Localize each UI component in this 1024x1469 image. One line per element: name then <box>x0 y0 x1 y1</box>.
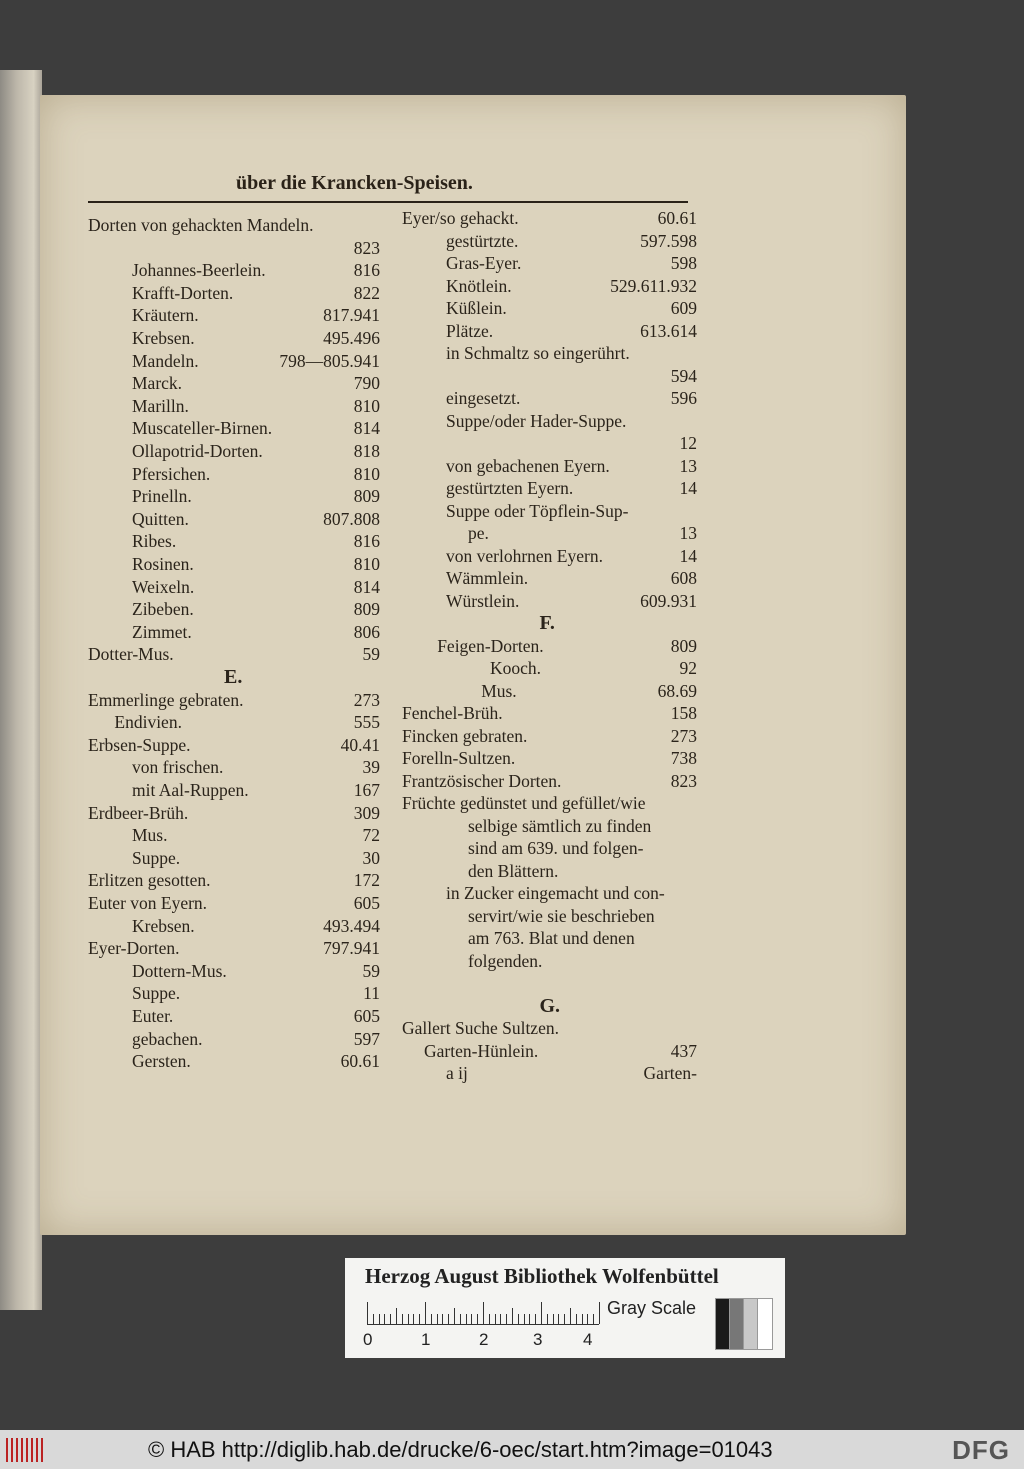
ruler-tick <box>506 1314 507 1324</box>
entry-term: Endivien. <box>114 712 182 733</box>
entry-page-number: 39 <box>362 757 380 778</box>
entry-term: Euter von Eyern. <box>88 893 208 913</box>
entry-page-number: 816 <box>353 260 380 281</box>
index-entry <box>402 1017 697 1039</box>
entry-page-number: 72 <box>362 825 380 846</box>
entry-term: gestürtzten Eyern. <box>446 478 574 498</box>
index-entry <box>468 837 697 859</box>
entry-term: Zibeben. <box>132 599 194 620</box>
index-entry <box>446 882 697 904</box>
entry-page-number: 822 <box>353 282 380 303</box>
entry-term: in Zucker eingemacht und con- <box>446 883 665 903</box>
index-entry <box>132 553 380 575</box>
previous-pages-edge <box>0 70 42 1310</box>
entry-term: Ollapotrid-Dorten. <box>132 441 263 461</box>
index-entry <box>468 950 697 972</box>
section-letter: E. <box>224 666 243 688</box>
ruler-tick <box>593 1314 594 1324</box>
entry-page-number: 608 <box>670 568 697 588</box>
index-entry <box>446 590 697 612</box>
ruler-tick <box>413 1314 414 1324</box>
entry-term: Kräutern. <box>132 305 199 326</box>
entry-term: eingesetzt. <box>446 388 521 408</box>
hab-logo-icon <box>6 1438 46 1462</box>
ruler-tick <box>570 1308 571 1324</box>
gray-swatch <box>757 1298 773 1350</box>
entry-page-number: 823 <box>670 770 697 791</box>
entry-page-number: 597 <box>353 1028 380 1049</box>
index-entry <box>132 960 380 982</box>
entry-page-number: 59 <box>362 960 380 981</box>
section-letter: F. <box>539 612 555 634</box>
index-entry <box>132 982 380 1004</box>
entry-term: Erlitzen gesotten. <box>88 870 211 891</box>
ruler-tick <box>442 1314 443 1324</box>
index-entry <box>446 365 697 387</box>
index-entry <box>132 417 380 439</box>
entry-term: sind am 639. und folgen- <box>468 838 644 858</box>
ruler-tick <box>390 1314 391 1324</box>
scale-number: 1 <box>421 1330 431 1349</box>
gray-scale-label: Gray Scale <box>607 1298 697 1318</box>
entry-page-number: 790 <box>353 373 380 394</box>
color-calibration-card <box>345 1258 785 1358</box>
ruler-tick <box>402 1314 403 1324</box>
index-entry <box>446 297 697 319</box>
entry-term: Wämmlein. <box>446 568 529 588</box>
entry-term: folgenden. <box>468 950 543 971</box>
index-entry <box>88 734 380 756</box>
entry-term: Krebsen. <box>132 328 195 348</box>
entry-term: Weixeln. <box>132 576 195 597</box>
ruler-tick <box>454 1308 455 1324</box>
index-entry <box>88 643 380 665</box>
entry-term: Eyer/so gehackt. <box>402 208 519 228</box>
entry-term: Emmerlinge gebraten. <box>88 689 244 710</box>
entry-page-number: 809 <box>353 486 380 507</box>
entry-page-number: 273 <box>670 725 697 746</box>
index-entry <box>132 282 380 304</box>
entry-term: servirt/wie sie beschrieben <box>468 905 655 926</box>
index-entry <box>88 869 380 891</box>
entry-term: Suppe oder Töpflein-Sup- <box>446 500 629 521</box>
entry-page-number: 13 <box>679 523 697 543</box>
ruler-tick <box>587 1314 588 1324</box>
entry-page-number: 609 <box>670 298 697 318</box>
header-rule <box>88 201 688 203</box>
ruler-tick <box>419 1314 420 1324</box>
ruler-tick <box>367 1302 368 1324</box>
entry-term: Mus. <box>132 825 168 846</box>
entry-page-number: 809 <box>353 599 380 620</box>
ruler-tick <box>408 1314 409 1324</box>
index-entry <box>132 576 380 598</box>
index-entry <box>446 387 697 409</box>
scale-number: 3 <box>533 1330 543 1349</box>
scale-number: 2 <box>479 1330 489 1349</box>
running-head: über die Krancken-Speisen. <box>236 172 473 194</box>
ruler-tick <box>373 1314 374 1324</box>
entry-term: am 763. Blat und denen <box>468 928 635 948</box>
entry-page-number: 806 <box>353 621 380 642</box>
ruler-tick <box>471 1314 472 1324</box>
entry-term: Mus. <box>481 680 517 701</box>
index-entry <box>446 230 697 252</box>
entry-page-number: 437 <box>670 1040 697 1061</box>
entry-page-number: 529.611.932 <box>610 275 697 296</box>
entry-term: Pfersichen. <box>132 463 211 484</box>
entry-term: Johannes-Beerlein. <box>132 260 266 281</box>
ruler-tick <box>541 1302 542 1324</box>
entry-term: von verlohrnen Eyern. <box>446 545 603 566</box>
entry-term: Gersten. <box>132 1051 191 1072</box>
entry-term: Küßlein. <box>446 298 507 318</box>
entry-term: selbige sämtlich zu finden <box>468 815 652 836</box>
entry-term: Quitten. <box>132 508 189 529</box>
index-entry <box>446 410 697 432</box>
ruler-tick <box>529 1314 530 1324</box>
entry-term: Eyer-Dorten. <box>88 938 180 959</box>
index-entry <box>437 635 697 657</box>
entry-page-number: 810 <box>353 463 380 484</box>
index-entry <box>402 702 697 724</box>
index-entry <box>446 567 697 589</box>
index-entry <box>132 259 380 281</box>
ruler-tick <box>379 1314 380 1324</box>
index-entry <box>132 372 380 394</box>
index-entry <box>468 905 697 927</box>
entry-page-number: 594 <box>670 365 697 386</box>
index-entry <box>114 711 380 733</box>
entry-page-number: 11 <box>363 983 380 1004</box>
ruler-tick <box>535 1314 536 1324</box>
entry-term: Dotter-Mus. <box>88 644 174 665</box>
entry-page-number: 596 <box>670 388 697 408</box>
ruler-tick <box>564 1314 565 1324</box>
entry-page-number: 605 <box>353 893 380 913</box>
ruler-tick <box>558 1314 559 1324</box>
entry-page-number: 807.808 <box>323 508 380 529</box>
index-entry <box>88 237 380 259</box>
index-entry <box>132 508 380 530</box>
entry-term: Suppe. <box>132 847 181 868</box>
entry-term: von gebachenen Eyern. <box>446 455 610 476</box>
ruler-tick <box>495 1314 496 1324</box>
ruler-tick <box>576 1314 577 1324</box>
entry-term: in Schmaltz so eingerührt. <box>446 343 630 363</box>
entry-page-number: 14 <box>679 478 697 498</box>
copyright-link[interactable]: © HAB http://diglib.hab.de/drucke/6-oec/start.htm?image=01043 <box>148 1437 773 1462</box>
entry-term: Marilln. <box>132 395 189 416</box>
entry-term: Erbsen-Suppe. <box>88 734 191 755</box>
entry-term: Rosinen. <box>132 554 194 574</box>
entry-page-number: 60.61 <box>340 1051 380 1072</box>
entry-term: Plätze. <box>446 320 494 341</box>
dfg-logo: DFG <box>952 1435 1010 1465</box>
ruler-tick <box>553 1314 554 1324</box>
entry-page-number: 14 <box>679 545 697 566</box>
entry-term: mit Aal-Ruppen. <box>132 780 249 800</box>
index-entry <box>468 860 697 882</box>
ruler-tick <box>524 1314 525 1324</box>
ruler-tick <box>582 1314 583 1324</box>
index-entry <box>88 214 380 236</box>
section-letter: G. <box>539 994 561 1017</box>
entry-term: Gallert Suche Sultzen. <box>402 1018 559 1038</box>
footer-bar <box>0 1430 1024 1469</box>
entry-page-number: 814 <box>353 576 380 597</box>
entry-page-number: 59 <box>362 644 380 665</box>
entry-page-number: 60.61 <box>657 208 697 228</box>
ruler-tick <box>448 1314 449 1324</box>
index-entry <box>88 689 380 711</box>
index-entry <box>402 972 697 994</box>
entry-page-number: 798—805.941 <box>279 350 380 371</box>
index-entry <box>446 500 697 522</box>
ruler-tick <box>599 1302 600 1324</box>
entry-page-number: 273 <box>353 689 380 710</box>
entry-page-number: 40.41 <box>340 734 380 755</box>
entry-term: Dottern-Mus. <box>132 960 227 981</box>
entry-page-number: 30 <box>362 847 380 868</box>
ruler-tick <box>518 1314 519 1324</box>
index-entry <box>132 1005 380 1027</box>
entry-term: von frischen. <box>132 757 224 778</box>
entry-term: Fenchel-Brüh. <box>402 703 503 723</box>
entry-page-number: 13 <box>679 455 697 476</box>
entry-term: Marck. <box>132 373 183 394</box>
index-entry <box>132 463 380 485</box>
entry-term: Dorten von gehackten Mandeln. <box>88 215 314 235</box>
entry-page-number: 68.69 <box>657 680 697 701</box>
ruler-tick <box>547 1314 548 1324</box>
entry-term: Garten-Hünlein. <box>424 1040 539 1061</box>
entry-term: Frantzösischer Dorten. <box>402 770 562 791</box>
entry-term: Kooch. <box>490 658 542 678</box>
index-entry <box>446 432 697 454</box>
index-entry <box>490 657 697 679</box>
index-entry <box>446 342 697 364</box>
entry-page-number: 809 <box>670 635 697 656</box>
index-entry <box>132 327 380 349</box>
index-entry <box>468 927 697 949</box>
index-entry <box>446 275 697 297</box>
entry-page-number: 797.941 <box>323 938 380 959</box>
index-entry <box>132 621 380 643</box>
entry-page-number: 555 <box>353 712 380 733</box>
entry-term: Früchte gedünstet und gefüllet/wie <box>402 793 646 813</box>
entry-page-number: Garten- <box>643 1063 697 1083</box>
index-entry <box>88 802 380 824</box>
entry-term: Zimmet. <box>132 621 192 642</box>
scale-number: 4 <box>583 1330 593 1349</box>
index-entry <box>424 1040 697 1062</box>
ruler-tick <box>384 1314 385 1324</box>
entry-page-number: 818 <box>353 441 380 461</box>
entry-term: Suppe/oder Hader-Suppe. <box>446 410 627 431</box>
index-entry <box>132 485 380 507</box>
index-entry <box>132 530 380 552</box>
index-entry <box>132 395 380 417</box>
index-entry <box>88 937 380 959</box>
entry-page-number: 814 <box>353 418 380 439</box>
entry-page-number: 605 <box>353 1006 380 1026</box>
entry-page-number: 172 <box>353 870 380 891</box>
entry-term: gestürtzte. <box>446 230 519 251</box>
index-entry <box>132 598 380 620</box>
entry-term: Euter. <box>132 1006 174 1026</box>
entry-term: den Blättern. <box>468 860 559 881</box>
index-entry <box>446 477 697 499</box>
index-entry <box>481 680 697 702</box>
index-entry <box>468 522 697 544</box>
ruler-tick <box>460 1314 461 1324</box>
entry-page-number: 609.931 <box>640 590 697 611</box>
entry-term: Feigen-Dorten. <box>437 635 544 656</box>
entry-page-number: 738 <box>670 748 697 768</box>
entry-page-number: 598 <box>670 253 697 273</box>
entry-page-number: 810 <box>353 395 380 416</box>
ruler-tick <box>483 1302 484 1324</box>
entry-term: pe. <box>468 523 489 543</box>
ruler-tick <box>477 1314 478 1324</box>
entry-page-number: 495.496 <box>323 328 380 348</box>
index-entry <box>132 915 380 937</box>
ruler-tick <box>489 1314 490 1324</box>
entry-term: gebachen. <box>132 1028 203 1049</box>
index-entry <box>132 1050 380 1072</box>
index-entry <box>446 320 697 342</box>
index-entry <box>132 756 380 778</box>
index-entry <box>132 350 380 372</box>
entry-page-number: 167 <box>353 780 380 800</box>
entry-page-number: 613.614 <box>640 320 697 341</box>
index-entry <box>132 1028 380 1050</box>
entry-term: Gras-Eyer. <box>446 253 522 273</box>
entry-term: Suppe. <box>132 983 181 1004</box>
index-entry <box>402 725 697 747</box>
index-entry <box>402 747 697 769</box>
entry-term: Ribes. <box>132 531 177 552</box>
ruler-tick <box>466 1314 467 1324</box>
ruler-tick <box>500 1314 501 1324</box>
entry-page-number: 493.494 <box>323 915 380 936</box>
index-entry <box>132 779 380 801</box>
entry-term: Krebsen. <box>132 915 195 936</box>
entry-page-number: 309 <box>353 802 380 823</box>
index-entry <box>132 847 380 869</box>
entry-term: Würstlein. <box>446 590 520 611</box>
scale-number: 0 <box>363 1330 373 1349</box>
entry-term: Forelln-Sultzen. <box>402 748 516 768</box>
index-entry <box>402 770 697 792</box>
entry-page-number: 817.941 <box>323 305 380 326</box>
entry-page-number: 823 <box>353 237 380 258</box>
card-title: Herzog August Bibliothek Wolfenbüttel <box>365 1264 719 1288</box>
entry-page-number: 597.598 <box>640 230 697 251</box>
entry-page-number: 92 <box>679 658 697 678</box>
index-entry <box>446 1062 697 1084</box>
entry-page-number: 12 <box>679 433 697 453</box>
index-entry <box>446 455 697 477</box>
ruler-tick <box>512 1308 513 1324</box>
entry-term: Krafft-Dorten. <box>132 282 234 303</box>
index-entry <box>446 545 697 567</box>
ruler-tick <box>396 1308 397 1324</box>
entry-term: Mandeln. <box>132 350 199 371</box>
index-entry <box>402 207 697 229</box>
entry-term: Muscateller-Birnen. <box>132 418 273 439</box>
entry-page-number: 158 <box>670 703 697 723</box>
entry-page-number: 810 <box>353 554 380 574</box>
ruler-tick <box>431 1314 432 1324</box>
entry-term: Prinelln. <box>132 486 192 507</box>
entry-page-number: 816 <box>353 531 380 552</box>
ruler-tick <box>425 1302 426 1324</box>
ruler-scale <box>367 1300 599 1325</box>
entry-term: Fincken gebraten. <box>402 725 528 746</box>
index-entry <box>132 824 380 846</box>
index-entry <box>132 304 380 326</box>
index-entry <box>132 440 380 462</box>
index-entry <box>402 792 697 814</box>
entry-term: Knötlein. <box>446 275 512 296</box>
index-entry <box>468 815 697 837</box>
index-entry <box>446 252 697 274</box>
index-entry <box>88 892 380 914</box>
ruler-tick <box>437 1314 438 1324</box>
entry-term: Erdbeer-Brüh. <box>88 802 189 823</box>
entry-term: a ij <box>446 1063 468 1083</box>
